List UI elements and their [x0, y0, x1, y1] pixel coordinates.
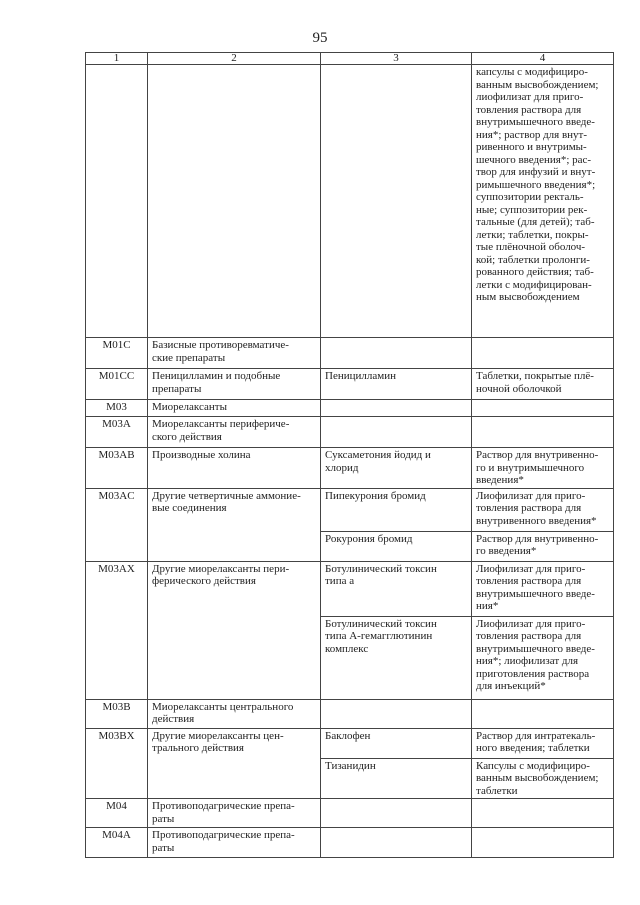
column-header: 3	[321, 53, 472, 65]
drug-name-cell	[321, 699, 472, 728]
drug-name-cell: Пеницилламин	[321, 369, 472, 400]
group-name-cell: Противоподагрические препа- раты	[148, 799, 321, 828]
atc-code-cell: M03AC	[86, 488, 148, 561]
atc-code-cell: M03B	[86, 699, 148, 728]
dosage-form-cell	[472, 400, 614, 417]
table-row	[86, 338, 614, 369]
atc-code-cell: M03BX	[86, 728, 148, 799]
group-name-cell: Миорелаксанты перифериче- ского действия	[148, 417, 321, 448]
dosage-form-cell: Капсулы с модифициро- ванным высвобождением; таблетки	[472, 758, 614, 799]
drug-name-cell: Баклофен	[321, 728, 472, 758]
table-row	[86, 417, 614, 448]
dosage-form-cell	[472, 338, 614, 369]
dosage-form-cell: Раствор для внутривенно- го введения*	[472, 531, 614, 561]
group-name-cell: Миорелаксанты	[148, 400, 321, 417]
atc-code-cell: M04	[86, 799, 148, 828]
drug-name-cell	[321, 828, 472, 858]
drug-name-cell	[321, 65, 472, 338]
table-row	[86, 699, 614, 728]
page-number: 95	[312, 30, 328, 46]
drug-name-cell: Суксаметония йодид и хлорид	[321, 448, 472, 489]
group-name-cell: Производные холина	[148, 448, 321, 489]
column-header: 4	[472, 53, 614, 65]
atc-code-cell	[86, 65, 148, 338]
medicine-table	[85, 52, 614, 858]
drug-name-cell: Пипекурония бромид	[321, 488, 472, 531]
atc-code-cell: M04A	[86, 828, 148, 858]
drug-name-cell	[321, 400, 472, 417]
dosage-form-cell: Раствор для внутривенно- го и внутримышечного введения*	[472, 448, 614, 489]
drug-name-cell	[321, 799, 472, 828]
drug-name-cell	[321, 338, 472, 369]
dosage-form-cell	[472, 799, 614, 828]
table-header-row	[86, 53, 614, 65]
group-name-cell: Другие четвертичные аммоние- вые соединения	[148, 488, 321, 561]
dosage-form-cell	[472, 828, 614, 858]
table-row	[86, 65, 614, 338]
group-name-cell: Базисные противоревматиче- ские препараты	[148, 338, 321, 369]
dosage-form-cell: Лиофилизат для приго- товления раствора для внутривенного введения*	[472, 488, 614, 531]
dosage-form-cell: Лиофилизат для приго- товления раствора для внутримышечного введе- ния*; лиофилизат для приготовления раствора для инъекций*	[472, 616, 614, 699]
table-row	[86, 400, 614, 417]
drug-name-cell	[321, 417, 472, 448]
dosage-form-cell	[472, 699, 614, 728]
atc-code-cell: M01C	[86, 338, 148, 369]
atc-code-cell: M03A	[86, 417, 148, 448]
group-name-cell	[148, 65, 321, 338]
dosage-form-cell: Лиофилизат для приго- товления раствора для внутримышечного введе- ния*	[472, 561, 614, 616]
table-row	[86, 828, 614, 858]
drug-name-cell: Рокурония бромид	[321, 531, 472, 561]
table-row	[86, 448, 614, 489]
dosage-form-cell: Раствор для интратекаль- ного введения; таблетки	[472, 728, 614, 758]
dosage-form-cell: капсулы с модифициро- ванным высвобождением; лиофилизат для приго- товления раствора для внутримышечного введе- ния*; раствор для внут- ривенного и внутримы- шечного введения*; рас- твор для инфузий и внут- римышечного введения*; суппозитории ректаль- ные; суппозитории рек- тальные (для детей); таб- летки; таблетки, покры- тые плёночной оболоч- кой; таблетки пролонги- рованного действия; таб- летки с модифицирован- ным высвобождением	[472, 65, 614, 338]
atc-code-cell: M03AX	[86, 561, 148, 699]
group-name-cell: Другие миорелаксанты пери- ферического действия	[148, 561, 321, 699]
column-header: 2	[148, 53, 321, 65]
group-name-cell: Миорелаксанты центрального действия	[148, 699, 321, 728]
column-header: 1	[86, 53, 148, 65]
atc-code-cell: M03AB	[86, 448, 148, 489]
group-name-cell: Противоподагрические препа- раты	[148, 828, 321, 858]
drug-name-cell: Тизанидин	[321, 758, 472, 799]
table-row	[86, 369, 614, 400]
atc-code-cell: M01CC	[86, 369, 148, 400]
drug-name-cell: Ботулинический токсин типа а	[321, 561, 472, 616]
dosage-form-cell: Таблетки, покрытые плё- ночной оболочкой	[472, 369, 614, 400]
atc-code-cell: M03	[86, 400, 148, 417]
table-row	[86, 728, 614, 758]
table-row	[86, 799, 614, 828]
group-name-cell: Другие миорелаксанты цен- трального действия	[148, 728, 321, 799]
table-row	[86, 488, 614, 531]
group-name-cell: Пеницилламин и подобные препараты	[148, 369, 321, 400]
table-row	[86, 561, 614, 616]
dosage-form-cell	[472, 417, 614, 448]
drug-name-cell: Ботулинический токсин типа А-гемагглютинин комплекс	[321, 616, 472, 699]
